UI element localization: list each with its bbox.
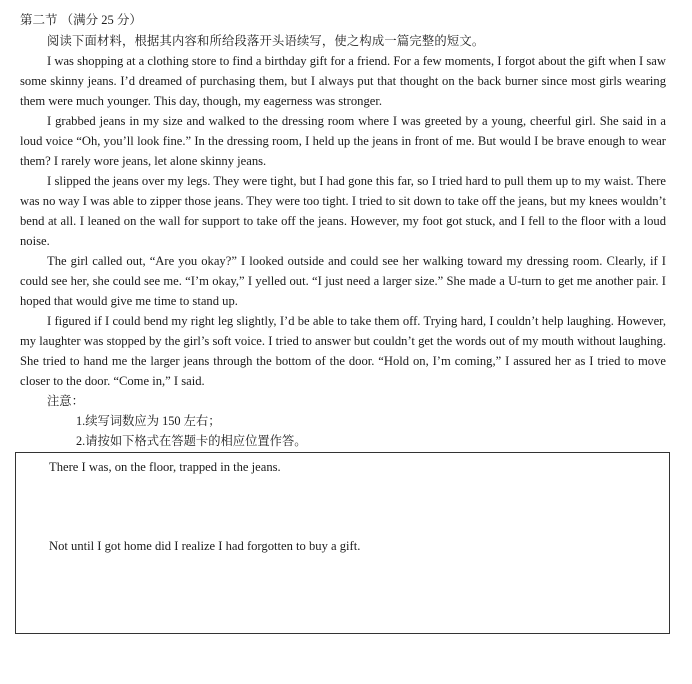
reading-material <box>20 31 666 451</box>
story-paragraph-1: I was shopping at a clothing store to find a birthday gift for a friend. For a few moments, I forgot about the gift when I saw some skinny jeans. I’d dreamed of purchasing them, but I always put that thought on the back burner since most girls wearing them were much younger. This day, though, my eagerness was stronger. <box>20 54 666 108</box>
task-instruction: 阅读下面材料，根据其内容和所给段落开头语续写，使之构成一篇完整的短文。 <box>47 34 485 48</box>
answer-box <box>15 452 670 634</box>
story-paragraph-3: I slipped the jeans over my legs. They were tight, but I had gone this far, so I tried hard to pull them up to my waist. There was no way I was able to zipper those jeans. They were too tight. I tried to sit down to take off the jeans, but my knees wouldn’t bend at all. I leaned on the wall for support to take off the jeans. However, my foot got stuck, and I fell to the floor with a loud noise. <box>20 174 666 248</box>
paragraph-2-opening: Not until I got home did I realize I had forgotten to buy a gift. <box>49 539 361 553</box>
story-paragraph-4: The girl called out, “Are you okay?” I looked outside and could see her walking toward my dressing room. Clearly, if I could see her, she could see me. “I’m okay,” I yelled out. “I just need a larger size.” She made a U-turn to get me another pair. I hoped that would give me time to stand up. <box>20 254 666 308</box>
note-item-format: 2.请按如下格式在答题卡的相应位置作答。 <box>76 434 307 448</box>
story-paragraph-2: I grabbed jeans in my size and walked to the dressing room where I was greeted by a young, cheerful girl. She said in a loud voice “Oh, you’ll look fine.” In the dressing room, I held up the jeans in front of me. But would I be brave enough to wear them? I rarely wore jeans, let alone skinny jeans. <box>20 114 666 168</box>
section-title: 第二节 （满分 25 分） <box>20 13 142 27</box>
story-paragraph-5: I figured if I could bend my right leg slightly, I’d be able to take them off. Trying hard, I couldn’t help laughing. However, my laughter was stopped by the girl’s soft voice. I tried to answer but couldn’t get the words out of my mouth without laughing. She tried to hand me the larger jeans through the bottom of the door. “Hold on, I’m coming,” I assured her as I tried to move closer to the door. “Come in,” I said. <box>20 314 666 388</box>
note-item-word-count: 1.续写词数应为 150 左右； <box>76 414 221 428</box>
notes-label: 注意： <box>47 394 84 408</box>
paragraph-1-opening: There I was, on the floor, trapped in the jeans. <box>49 460 281 474</box>
